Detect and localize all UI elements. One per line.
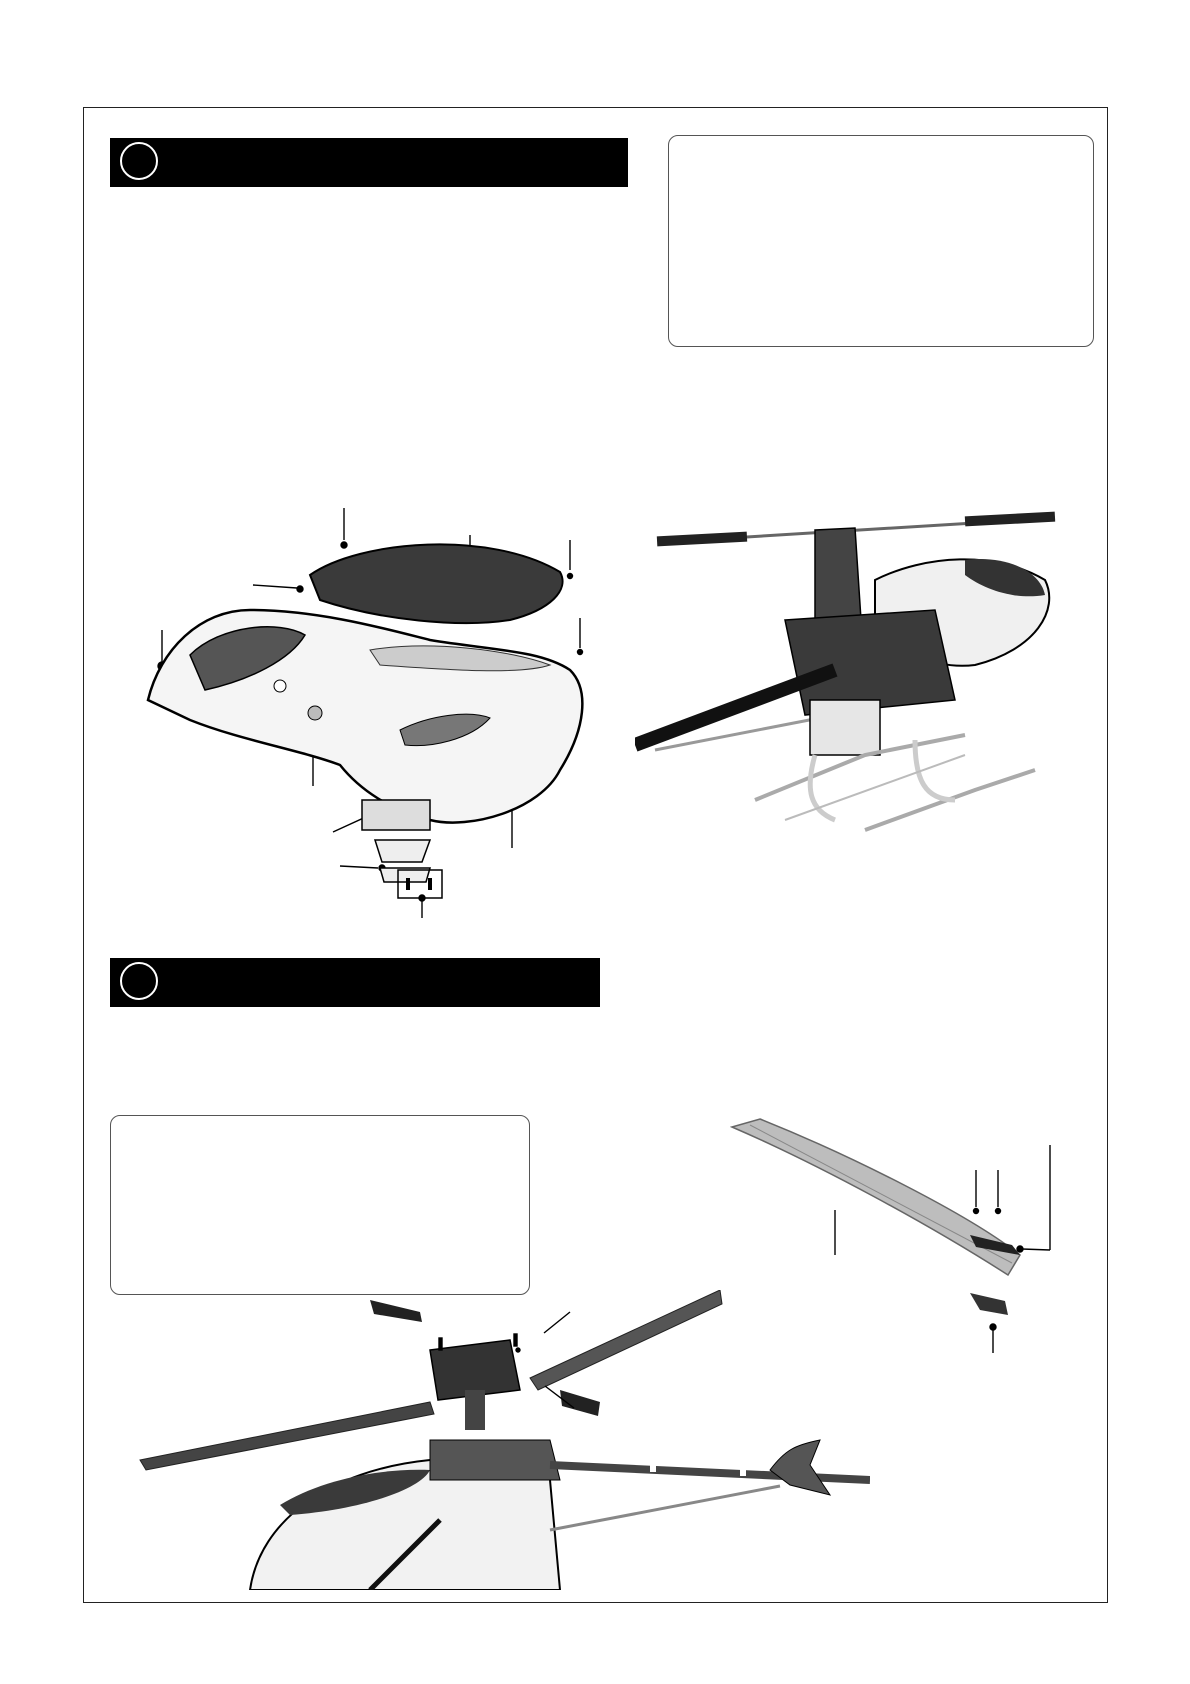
rotor-head-installation-figure [130,1290,870,1590]
body-exploded-figure [130,500,610,930]
helicopter-assembled-figure [635,500,1075,870]
section-header-rotor [110,958,600,1007]
note-box-bottom [110,1115,530,1295]
step-number-circle [120,142,158,180]
step-number-circle [120,962,158,1000]
section-header-body [110,138,628,187]
note-box-top [668,135,1094,347]
